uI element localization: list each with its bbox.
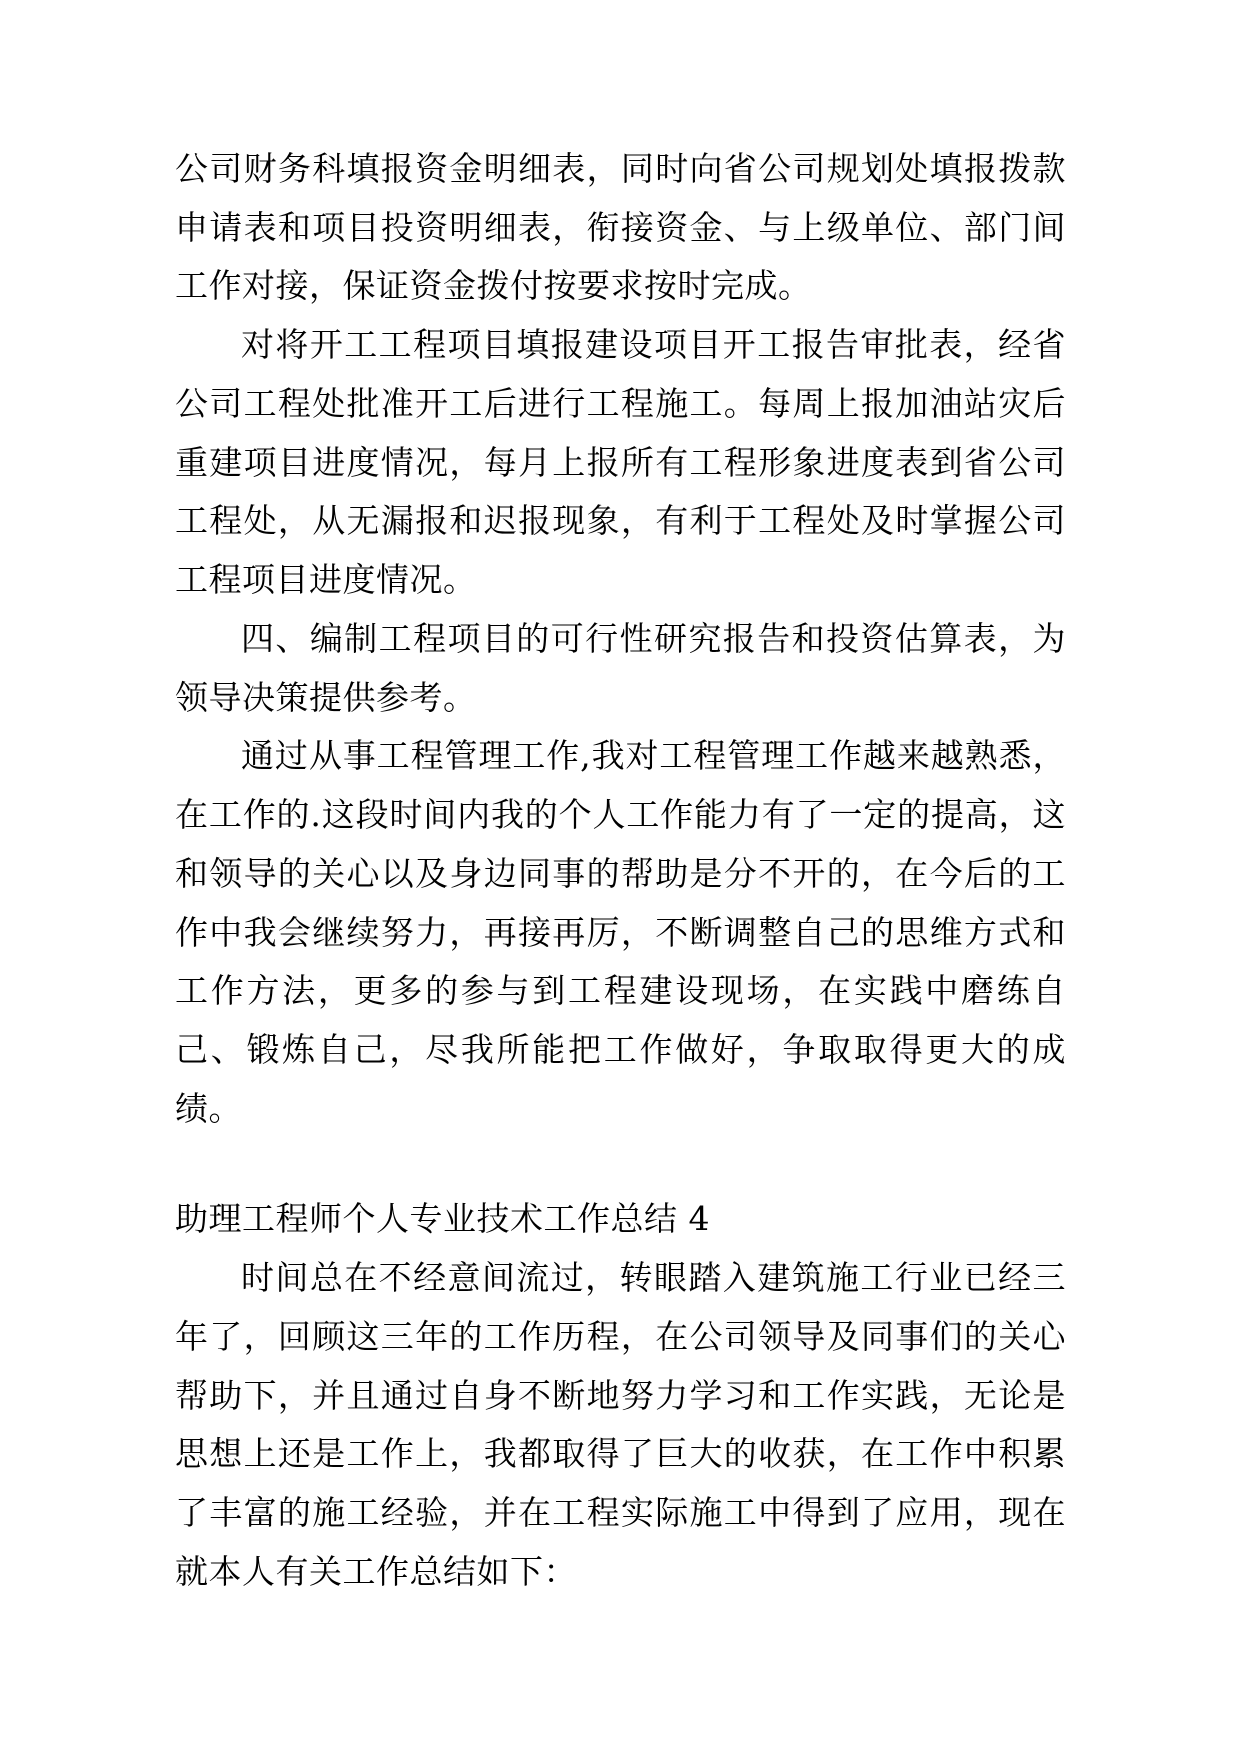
paragraph: 时间总在不经意间流过，转眼踏入建筑施工行业已经三年了，回顾这三年的工作历程，在公司领导及同事们的关心帮助下，并且通过自身不断地努力学习和工作实践，无论是思想上还是工作上，我都取得了巨大的收获，在工作中积累了丰富的施工经验，并在工程实际施工中得到了应用，现在就本人有关工作总结如下： [175,1258,1066,1591]
paragraph: 通过从事工程管理工作,我对工程管理工作越来越熟悉，在工作的.这段时间内我的个人工作能力有了一定的提高，这和领导的关心以及身边同事的帮助是分不开的，在今后的工作中我会继续努力，再接再厉，不断调整自己的思维方式和工作方法，更多的参与到工程建设现场，在实践中磨练自己、锻炼自己，尽我所能把工作做好，争取取得更大的成绩。 [175,736,1066,1128]
section-heading: 助理工程师个人专业技术工作总结 4 [175,1199,710,1239]
paragraph: 四、编制工程项目的可行性研究报告和投资估算表，为领导决策提供参考。 [175,618,1066,717]
paragraph: 公司财务科填报资金明细表，同时向省公司规划处填报拨款申请表和项目投资明细表，衔接资金、与上级单位、部门间工作对接，保证资金拨付按要求按时完成。 [175,149,1066,306]
paragraph: 对将开工工程项目填报建设项目开工报告审批表，经省公司工程处批准开工后进行工程施工。每周上报加油站灾后重建项目进度情况，每月上报所有工程形象进度表到省公司工程处，从无漏报和迟报现象，有利于工程处及时掌握公司工程项目进度情况。 [175,325,1066,600]
document-body [175,140,1066,1602]
